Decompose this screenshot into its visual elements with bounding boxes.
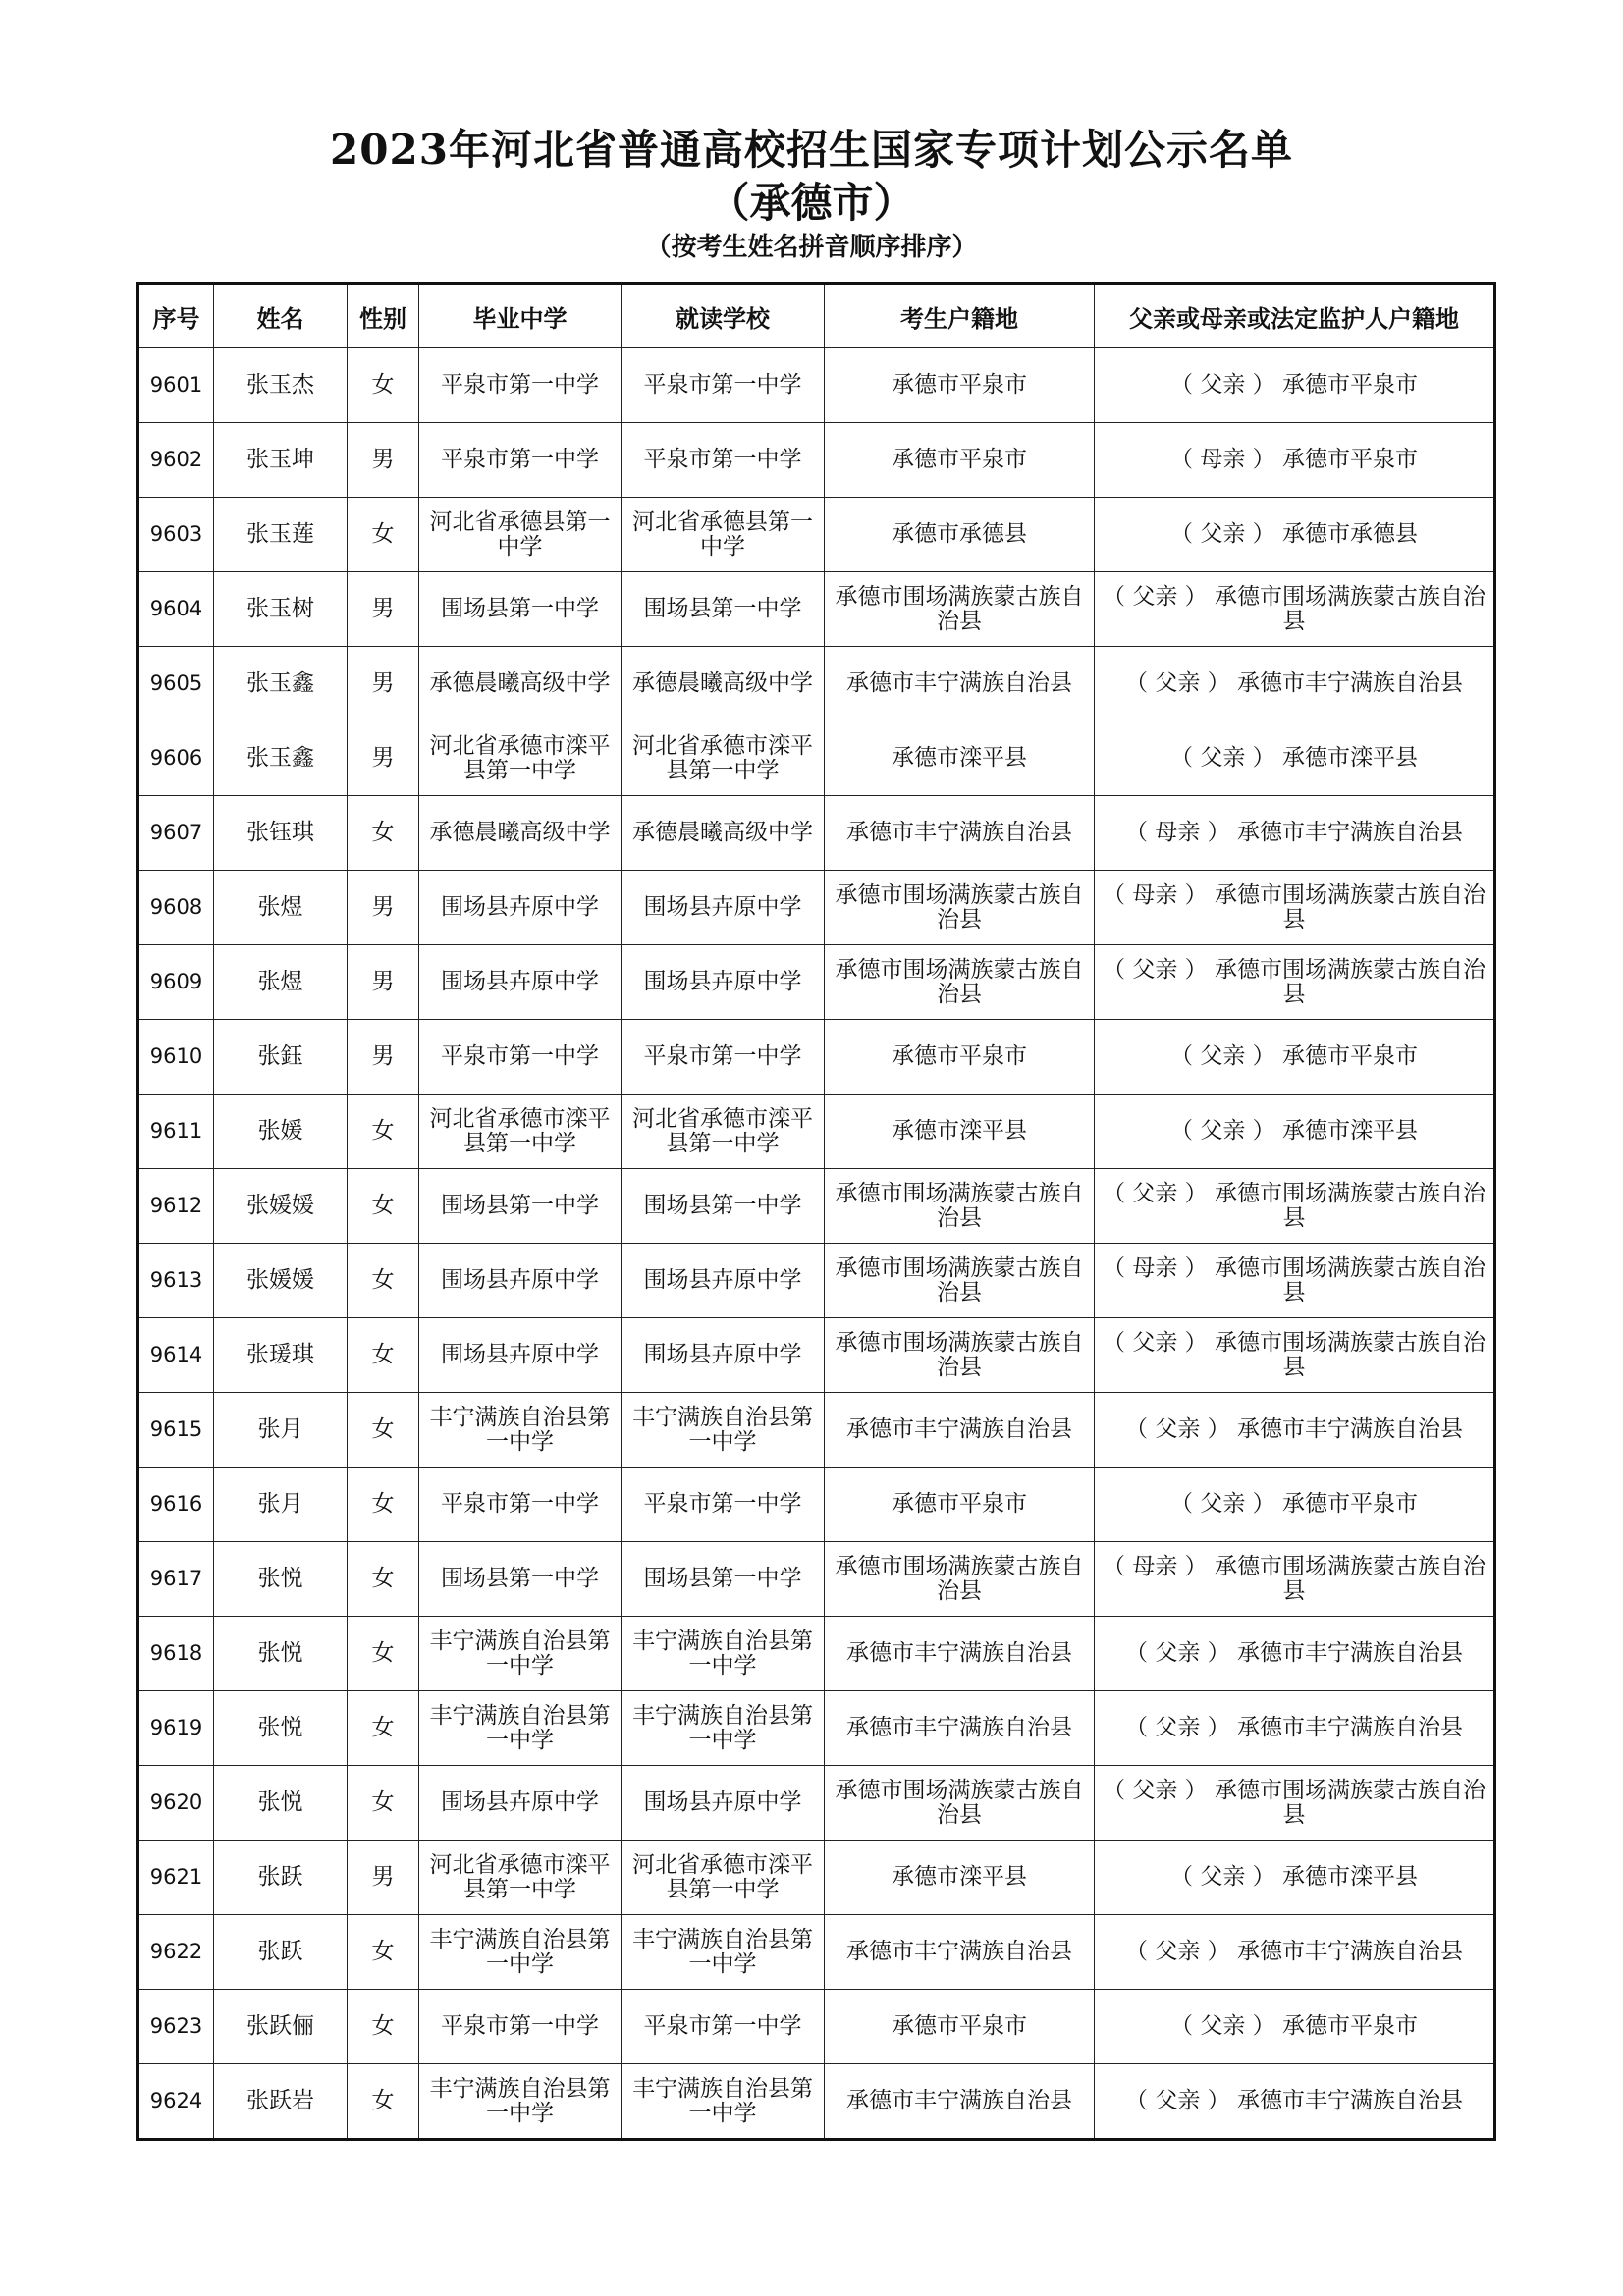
cell-gender: 女 (348, 1468, 419, 1542)
cell-current-school: 围场县第一中学 (622, 572, 825, 647)
cell-current-school: 平泉市第一中学 (622, 1468, 825, 1542)
table-row (138, 1915, 1495, 1990)
table-row (138, 1990, 1495, 2064)
cell-gender: 女 (348, 1915, 419, 1990)
table-row (138, 871, 1495, 945)
cell-guardian-residence: （ 母亲 ） 承德市围场满族蒙古族自治县 (1095, 871, 1495, 945)
cell-guardian-residence: （ 父亲 ） 承德市滦平县 (1095, 1841, 1495, 1915)
cell-current-school: 丰宁满族自治县第一中学 (622, 1617, 825, 1691)
cell-current-school: 平泉市第一中学 (622, 1990, 825, 2064)
cell-student-residence: 承德市丰宁满族自治县 (825, 2064, 1095, 2140)
cell-graduation-school: 丰宁满族自治县第一中学 (419, 1617, 622, 1691)
table-row (138, 572, 1495, 647)
cell-guardian-residence: （ 父亲 ） 承德市丰宁满族自治县 (1095, 1617, 1495, 1691)
header-name: 姓名 (214, 284, 348, 348)
cell-current-school: 围场县卉原中学 (622, 871, 825, 945)
cell-name: 张玉鑫 (214, 647, 348, 721)
cell-guardian-residence: （ 父亲 ） 承德市丰宁满族自治县 (1095, 647, 1495, 721)
cell-serial: 9602 (138, 423, 214, 498)
cell-graduation-school: 承德晨曦高级中学 (419, 796, 622, 871)
cell-current-school: 承德晨曦高级中学 (622, 796, 825, 871)
cell-student-residence: 承德市围场满族蒙古族自治县 (825, 945, 1095, 1020)
table-row (138, 1766, 1495, 1841)
cell-graduation-school: 平泉市第一中学 (419, 423, 622, 498)
cell-graduation-school: 河北省承德市滦平县第一中学 (419, 721, 622, 796)
cell-name: 张媛媛 (214, 1169, 348, 1244)
cell-guardian-residence: （ 父亲 ） 承德市围场满族蒙古族自治县 (1095, 1318, 1495, 1393)
cell-student-residence: 承德市承德县 (825, 498, 1095, 572)
cell-serial: 9601 (138, 348, 214, 423)
cell-guardian-residence: （ 父亲 ） 承德市平泉市 (1095, 1990, 1495, 2064)
cell-guardian-residence: （ 父亲 ） 承德市滦平县 (1095, 1095, 1495, 1169)
cell-student-residence: 承德市丰宁满族自治县 (825, 1617, 1095, 1691)
cell-graduation-school: 平泉市第一中学 (419, 1468, 622, 1542)
cell-current-school: 河北省承德市滦平县第一中学 (622, 1095, 825, 1169)
cell-serial: 9614 (138, 1318, 214, 1393)
cell-graduation-school: 围场县第一中学 (419, 1169, 622, 1244)
cell-student-residence: 承德市平泉市 (825, 1468, 1095, 1542)
table-row (138, 1691, 1495, 1766)
table-row (138, 1169, 1495, 1244)
cell-serial: 9623 (138, 1990, 214, 2064)
cell-graduation-school: 丰宁满族自治县第一中学 (419, 1915, 622, 1990)
cell-graduation-school: 围场县卉原中学 (419, 871, 622, 945)
table-row (138, 423, 1495, 498)
cell-graduation-school: 围场县卉原中学 (419, 1244, 622, 1318)
cell-gender: 男 (348, 1020, 419, 1095)
table-row (138, 1468, 1495, 1542)
cell-name: 张跃岩 (214, 2064, 348, 2140)
cell-name: 张媛媛 (214, 1244, 348, 1318)
cell-guardian-residence: （ 父亲 ） 承德市平泉市 (1095, 1468, 1495, 1542)
cell-serial: 9612 (138, 1169, 214, 1244)
cell-name: 张玉杰 (214, 348, 348, 423)
cell-serial: 9611 (138, 1095, 214, 1169)
cell-guardian-residence: （ 父亲 ） 承德市承德县 (1095, 498, 1495, 572)
cell-student-residence: 承德市围场满族蒙古族自治县 (825, 572, 1095, 647)
cell-serial: 9620 (138, 1766, 214, 1841)
cell-graduation-school: 河北省承德市滦平县第一中学 (419, 1841, 622, 1915)
cell-current-school: 河北省承德县第一中学 (622, 498, 825, 572)
cell-guardian-residence: （ 父亲 ） 承德市围场满族蒙古族自治县 (1095, 1766, 1495, 1841)
cell-guardian-residence: （ 母亲 ） 承德市围场满族蒙古族自治县 (1095, 1542, 1495, 1617)
cell-current-school: 河北省承德市滦平县第一中学 (622, 721, 825, 796)
cell-serial: 9624 (138, 2064, 214, 2140)
cell-serial: 9607 (138, 796, 214, 871)
table-row (138, 2064, 1495, 2140)
cell-serial: 9613 (138, 1244, 214, 1318)
cell-current-school: 围场县卉原中学 (622, 945, 825, 1020)
cell-gender: 女 (348, 1095, 419, 1169)
cell-current-school: 围场县卉原中学 (622, 1318, 825, 1393)
cell-current-school: 围场县卉原中学 (622, 1766, 825, 1841)
header-current-school: 就读学校 (622, 284, 825, 348)
cell-name: 张玉莲 (214, 498, 348, 572)
cell-current-school: 平泉市第一中学 (622, 423, 825, 498)
cell-gender: 男 (348, 945, 419, 1020)
table-row (138, 348, 1495, 423)
cell-name: 张跃俪 (214, 1990, 348, 2064)
header-serial: 序号 (138, 284, 214, 348)
cell-current-school: 围场县第一中学 (622, 1542, 825, 1617)
table-row (138, 498, 1495, 572)
cell-student-residence: 承德市围场满族蒙古族自治县 (825, 1318, 1095, 1393)
cell-graduation-school: 平泉市第一中学 (419, 1020, 622, 1095)
cell-current-school: 平泉市第一中学 (622, 348, 825, 423)
header-row (138, 284, 1495, 348)
table-row (138, 721, 1495, 796)
cell-gender: 女 (348, 498, 419, 572)
cell-gender: 女 (348, 1244, 419, 1318)
document-subtitle: （承德市） (708, 179, 915, 227)
cell-graduation-school: 围场县卉原中学 (419, 1766, 622, 1841)
cell-name: 张鈺 (214, 1020, 348, 1095)
cell-current-school: 丰宁满族自治县第一中学 (622, 2064, 825, 2140)
cell-name: 张瑗琪 (214, 1318, 348, 1393)
roster-table (136, 282, 1496, 2141)
cell-graduation-school: 围场县卉原中学 (419, 945, 622, 1020)
cell-guardian-residence: （ 父亲 ） 承德市围场满族蒙古族自治县 (1095, 1169, 1495, 1244)
cell-graduation-school: 河北省承德县第一中学 (419, 498, 622, 572)
cell-gender: 男 (348, 423, 419, 498)
cell-serial: 9606 (138, 721, 214, 796)
cell-name: 张跃 (214, 1841, 348, 1915)
cell-student-residence: 承德市平泉市 (825, 1990, 1095, 2064)
cell-current-school: 围场县卉原中学 (622, 1244, 825, 1318)
cell-graduation-school: 围场县卉原中学 (419, 1318, 622, 1393)
table-row (138, 1020, 1495, 1095)
cell-name: 张悦 (214, 1542, 348, 1617)
cell-student-residence: 承德市围场满族蒙古族自治县 (825, 1542, 1095, 1617)
cell-current-school: 丰宁满族自治县第一中学 (622, 1691, 825, 1766)
cell-student-residence: 承德市平泉市 (825, 423, 1095, 498)
cell-serial: 9610 (138, 1020, 214, 1095)
cell-gender: 男 (348, 871, 419, 945)
cell-student-residence: 承德市平泉市 (825, 348, 1095, 423)
cell-gender: 男 (348, 721, 419, 796)
cell-serial: 9603 (138, 498, 214, 572)
cell-current-school: 围场县第一中学 (622, 1169, 825, 1244)
table-header (138, 284, 1495, 348)
header-gender: 性别 (348, 284, 419, 348)
cell-guardian-residence: （ 母亲 ） 承德市平泉市 (1095, 423, 1495, 498)
cell-guardian-residence: （ 父亲 ） 承德市丰宁满族自治县 (1095, 2064, 1495, 2140)
cell-name: 张媛 (214, 1095, 348, 1169)
cell-serial: 9617 (138, 1542, 214, 1617)
cell-guardian-residence: （ 父亲 ） 承德市围场满族蒙古族自治县 (1095, 572, 1495, 647)
cell-gender: 女 (348, 1169, 419, 1244)
cell-gender: 女 (348, 1766, 419, 1841)
cell-student-residence: 承德市平泉市 (825, 1020, 1095, 1095)
cell-current-school: 承德晨曦高级中学 (622, 647, 825, 721)
cell-gender: 女 (348, 796, 419, 871)
cell-gender: 女 (348, 1691, 419, 1766)
cell-guardian-residence: （ 母亲 ） 承德市丰宁满族自治县 (1095, 796, 1495, 871)
cell-graduation-school: 平泉市第一中学 (419, 1990, 622, 2064)
cell-student-residence: 承德市丰宁满族自治县 (825, 1691, 1095, 1766)
cell-student-residence: 承德市围场满族蒙古族自治县 (825, 1244, 1095, 1318)
cell-student-residence: 承德市丰宁满族自治县 (825, 647, 1095, 721)
cell-name: 张煜 (214, 945, 348, 1020)
cell-name: 张悦 (214, 1691, 348, 1766)
cell-graduation-school: 丰宁满族自治县第一中学 (419, 1393, 622, 1468)
cell-current-school: 河北省承德市滦平县第一中学 (622, 1841, 825, 1915)
cell-gender: 女 (348, 348, 419, 423)
table-row (138, 1318, 1495, 1393)
sort-note: （按考生姓名拼音顺序排序） (645, 233, 978, 262)
cell-name: 张钰琪 (214, 796, 348, 871)
cell-guardian-residence: （ 父亲 ） 承德市围场满族蒙古族自治县 (1095, 945, 1495, 1020)
cell-student-residence: 承德市丰宁满族自治县 (825, 1915, 1095, 1990)
cell-serial: 9618 (138, 1617, 214, 1691)
cell-gender: 女 (348, 1393, 419, 1468)
cell-student-residence: 承德市围场满族蒙古族自治县 (825, 1766, 1095, 1841)
cell-serial: 9619 (138, 1691, 214, 1766)
cell-gender: 女 (348, 1990, 419, 2064)
cell-student-residence: 承德市围场满族蒙古族自治县 (825, 1169, 1095, 1244)
cell-graduation-school: 河北省承德市滦平县第一中学 (419, 1095, 622, 1169)
cell-name: 张玉坤 (214, 423, 348, 498)
header-graduation-school: 毕业中学 (419, 284, 622, 348)
header-guardian-residence: 父亲或母亲或法定监护人户籍地 (1095, 284, 1495, 348)
cell-serial: 9609 (138, 945, 214, 1020)
cell-serial: 9621 (138, 1841, 214, 1915)
cell-student-residence: 承德市滦平县 (825, 1841, 1095, 1915)
cell-name: 张玉树 (214, 572, 348, 647)
cell-student-residence: 承德市滦平县 (825, 721, 1095, 796)
cell-current-school: 丰宁满族自治县第一中学 (622, 1393, 825, 1468)
document-title: 2023年河北省普通高校招生国家专项计划公示名单 (330, 126, 1293, 174)
table-row (138, 1617, 1495, 1691)
cell-graduation-school: 围场县第一中学 (419, 572, 622, 647)
cell-guardian-residence: （ 父亲 ） 承德市丰宁满族自治县 (1095, 1691, 1495, 1766)
table-row (138, 796, 1495, 871)
cell-gender: 男 (348, 572, 419, 647)
table-row (138, 647, 1495, 721)
cell-student-residence: 承德市丰宁满族自治县 (825, 796, 1095, 871)
cell-gender: 女 (348, 2064, 419, 2140)
cell-gender: 男 (348, 647, 419, 721)
cell-guardian-residence: （ 父亲 ） 承德市滦平县 (1095, 721, 1495, 796)
header-student-residence: 考生户籍地 (825, 284, 1095, 348)
cell-student-residence: 承德市丰宁满族自治县 (825, 1393, 1095, 1468)
cell-serial: 9605 (138, 647, 214, 721)
cell-gender: 女 (348, 1318, 419, 1393)
cell-gender: 男 (348, 1841, 419, 1915)
cell-serial: 9622 (138, 1915, 214, 1990)
cell-graduation-school: 丰宁满族自治县第一中学 (419, 2064, 622, 2140)
cell-student-residence: 承德市围场满族蒙古族自治县 (825, 871, 1095, 945)
table-row (138, 1095, 1495, 1169)
cell-gender: 女 (348, 1542, 419, 1617)
cell-gender: 女 (348, 1617, 419, 1691)
cell-serial: 9615 (138, 1393, 214, 1468)
table-row (138, 945, 1495, 1020)
cell-name: 张煜 (214, 871, 348, 945)
cell-name: 张悦 (214, 1766, 348, 1841)
cell-name: 张跃 (214, 1915, 348, 1990)
cell-serial: 9604 (138, 572, 214, 647)
table-row (138, 1542, 1495, 1617)
cell-guardian-residence: （ 父亲 ） 承德市丰宁满族自治县 (1095, 1915, 1495, 1990)
table-body (138, 348, 1495, 2140)
cell-graduation-school: 围场县第一中学 (419, 1542, 622, 1617)
cell-name: 张月 (214, 1393, 348, 1468)
cell-name: 张玉鑫 (214, 721, 348, 796)
cell-graduation-school: 承德晨曦高级中学 (419, 647, 622, 721)
table-row (138, 1244, 1495, 1318)
cell-current-school: 丰宁满族自治县第一中学 (622, 1915, 825, 1990)
cell-serial: 9608 (138, 871, 214, 945)
cell-guardian-residence: （ 母亲 ） 承德市围场满族蒙古族自治县 (1095, 1244, 1495, 1318)
table-row (138, 1393, 1495, 1468)
cell-current-school: 平泉市第一中学 (622, 1020, 825, 1095)
cell-name: 张月 (214, 1468, 348, 1542)
cell-guardian-residence: （ 父亲 ） 承德市平泉市 (1095, 348, 1495, 423)
cell-serial: 9616 (138, 1468, 214, 1542)
cell-guardian-residence: （ 父亲 ） 承德市平泉市 (1095, 1020, 1495, 1095)
cell-graduation-school: 丰宁满族自治县第一中学 (419, 1691, 622, 1766)
cell-guardian-residence: （ 父亲 ） 承德市丰宁满族自治县 (1095, 1393, 1495, 1468)
table-row (138, 1841, 1495, 1915)
cell-graduation-school: 平泉市第一中学 (419, 348, 622, 423)
cell-name: 张悦 (214, 1617, 348, 1691)
cell-student-residence: 承德市滦平县 (825, 1095, 1095, 1169)
